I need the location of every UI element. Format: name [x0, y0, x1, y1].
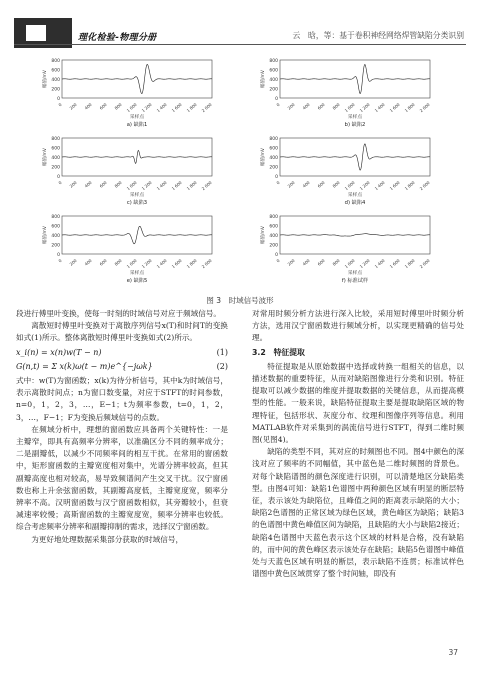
waveform-plot — [40, 58, 230, 136]
x-axis-label: 采样点 — [129, 115, 145, 120]
waveform-panel — [258, 58, 448, 136]
x-tick-label: 1 400 — [155, 101, 168, 114]
y-tick-label: 200 — [269, 243, 278, 249]
x-tick-label: 2 000 — [418, 257, 431, 270]
y-tick-label: 600 — [269, 224, 278, 230]
x-tick-label: 2 000 — [418, 179, 431, 192]
x-tick-label: 600 — [316, 101, 326, 111]
y-tick-label: 800 — [51, 215, 60, 220]
waveform-line — [280, 64, 430, 93]
y-tick-label: 0 — [275, 97, 278, 102]
x-tick-label: 800 — [331, 257, 341, 267]
x-tick-label: 1 000 — [343, 179, 356, 192]
x-tick-label: 1 600 — [170, 257, 183, 270]
waveform-plot — [258, 214, 448, 292]
waveform-line — [62, 64, 212, 93]
x-tick-label: 800 — [331, 179, 341, 189]
x-tick-label: 1 200 — [358, 257, 371, 270]
x-tick-label: 1 000 — [125, 257, 138, 270]
y-tick-label: 600 — [269, 146, 278, 152]
y-tick-label: 200 — [51, 87, 60, 93]
panel-label: e) 缺陷5 — [126, 278, 148, 284]
x-tick-label: 1 000 — [343, 257, 356, 270]
equation-body: x_i(n) = x(n)w(T − n) — [16, 347, 102, 357]
x-tick-label: 1 400 — [373, 101, 386, 114]
x-tick-label: 1 800 — [185, 179, 198, 192]
x-tick-label: 200 — [286, 257, 296, 267]
x-tick-label: 800 — [113, 179, 123, 189]
y-tick-label: 600 — [269, 68, 278, 74]
y-tick-label: 800 — [269, 215, 278, 220]
x-tick-label: 200 — [68, 257, 78, 267]
equation-number: (1) — [216, 347, 228, 357]
x-tick-label: 0 — [275, 101, 281, 108]
x-tick-label: 400 — [301, 257, 311, 267]
x-tick-label: 1 400 — [373, 257, 386, 270]
page-number: 37 — [448, 648, 458, 657]
x-tick-label: 400 — [83, 179, 93, 189]
waveform-panel — [40, 214, 230, 292]
x-tick-label: 600 — [316, 257, 326, 267]
x-tick-label: 400 — [83, 257, 93, 267]
y-tick-label: 400 — [51, 234, 60, 239]
equation — [16, 361, 228, 373]
x-tick-label: 600 — [98, 101, 108, 111]
y-axis-label: 幅值/mV — [43, 226, 48, 244]
y-tick-label: 600 — [51, 146, 60, 152]
paragraph: 离散短时傅里叶变换对于离散序列信号x(T)和时间T的变换如式(1)所示。整体离散短时傅里叶变换如式(2)所示。 — [16, 321, 228, 343]
waveform-line — [62, 150, 212, 163]
x-tick-label: 2 000 — [200, 257, 213, 270]
right-column — [252, 308, 464, 580]
x-tick-label: 200 — [286, 179, 296, 189]
panel-label: f) 标准试样 — [341, 278, 369, 284]
x-tick-label: 1 400 — [373, 179, 386, 192]
equation — [16, 347, 228, 359]
x-tick-label: 1 400 — [155, 257, 168, 270]
waveform-line — [62, 226, 212, 243]
x-tick-label: 200 — [68, 179, 78, 189]
x-tick-label: 0 — [57, 101, 63, 108]
x-tick-label: 1 000 — [125, 179, 138, 192]
x-tick-label: 800 — [113, 257, 123, 267]
paragraph: 缺陷的类型不同，其对应的时频图也不同。图4中颜色的深浅对应了频率的不同幅值，其中蓝色是二维时频图的背景色。对每个缺陷谱图的颜色深度进行识别，可以清楚地区分缺陷类型。由图4可知：缺陷1色谱图中两种颜色区域有明显的断层特征，表示该处为缺陷位，且峰值之间的距离表示缺陷的大小；缺陷2色谱图的正常区域为绿色区域，黄色峰区为缺陷；缺陷3的色谱图中黄色峰值区间为缺陷，且缺陷的大小与缺陷2接近；缺陷4色谱图中天蓝色表示这个区域的材料是合格，没有缺陷的，而中间的黄色峰区表示该处存在缺陷；缺陷5色谱图中峰值处与天蓝色区域有明显的断层，表示缺陷不连贯；标准试样色谱图中黄色区域贯穿了整个时间轴，即没有 — [252, 447, 464, 579]
left-column — [16, 308, 228, 546]
journal-name: 理化检验-物理分册 — [78, 33, 157, 43]
x-tick-label: 600 — [316, 179, 326, 189]
y-tick-label: 800 — [269, 137, 278, 142]
x-tick-label: 1 800 — [403, 179, 416, 192]
x-tick-label: 1 600 — [388, 101, 401, 114]
x-tick-label: 1 800 — [185, 101, 198, 114]
waveform-panel — [258, 136, 448, 214]
x-tick-label: 1 200 — [140, 179, 153, 192]
y-axis-label: 幅值/mV — [261, 226, 266, 244]
waveform-plot — [40, 136, 230, 214]
waveform-plot — [258, 58, 448, 136]
equation-number: (2) — [216, 361, 228, 371]
y-tick-label: 400 — [269, 156, 278, 161]
x-tick-label: 1 600 — [170, 179, 183, 192]
section-heading: 3.2 特征提取 — [252, 347, 305, 357]
x-tick-label: 0 — [275, 257, 281, 264]
y-tick-label: 600 — [51, 224, 60, 230]
x-tick-label: 1 000 — [125, 101, 138, 114]
x-tick-label: 0 — [275, 179, 281, 186]
panel-label: d) 缺陷4 — [344, 200, 366, 206]
y-tick-label: 200 — [51, 165, 60, 171]
y-tick-label: 400 — [269, 234, 278, 239]
x-axis-label: 采样点 — [347, 271, 363, 276]
panel-label: b) 缺陷2 — [344, 122, 366, 128]
y-tick-label: 400 — [51, 78, 60, 83]
x-tick-label: 0 — [57, 179, 63, 186]
waveform-panel — [258, 214, 448, 292]
y-tick-label: 200 — [269, 87, 278, 93]
y-axis-label: 幅值/mV — [43, 148, 48, 166]
waveform-panel — [40, 58, 230, 136]
x-tick-label: 200 — [68, 101, 78, 111]
x-tick-label: 1 600 — [388, 179, 401, 192]
equation-body: G(n,t) = Σ x(k)ω(t − m)e^{−jωk} — [16, 361, 153, 371]
x-tick-label: 1 200 — [140, 257, 153, 270]
x-tick-label: 1 600 — [388, 257, 401, 270]
x-tick-label: 1 600 — [170, 101, 183, 114]
y-tick-label: 400 — [51, 156, 60, 161]
panel-label: c) 缺陷3 — [126, 200, 148, 206]
y-tick-label: 800 — [51, 59, 60, 64]
x-tick-label: 400 — [301, 179, 311, 189]
y-tick-label: 400 — [269, 78, 278, 83]
y-tick-label: 200 — [269, 165, 278, 171]
x-axis-label: 采样点 — [347, 193, 363, 198]
paragraph: 特征提取是从原始数据中选择或转换一组相关的信息，以描述数据的重要特征，从而对缺陷图像进行分类和识别。特征提取可以减少数据的维度并提取数据的关键信息，从而提高模型的性能。一般来说，缺陷特征提取主要是提取缺陷区域的物理特征，包括形状、灰度分布、纹理和图像序列等信息。利用MATLAB软件对采集到的涡流信号进行STFT，得到二维时频图(见图4)。 — [252, 361, 464, 445]
panel-label: a) 缺陷1 — [126, 122, 148, 128]
x-axis-label: 采样点 — [129, 193, 145, 198]
x-tick-label: 1 800 — [403, 257, 416, 270]
page-header — [0, 0, 480, 52]
x-tick-label: 2 000 — [200, 101, 213, 114]
x-axis-label: 采样点 — [347, 115, 363, 120]
x-tick-label: 1 200 — [358, 101, 371, 114]
y-axis-label: 幅值/mV — [261, 70, 266, 88]
paragraph: 式中：w(T)为窗函数；x(k)为待分析信号，其中k为时域信号，表示离散时间点；n为窗口数变量，对应于STFT的时间参数，n=0，1，2，3，…，E−1；t为频率参数，t=0，1，2，3，…，F−1；F为变换后频域信号的点数。 — [16, 376, 228, 422]
y-tick-label: 800 — [269, 59, 278, 64]
x-tick-label: 1 800 — [185, 257, 198, 270]
y-tick-label: 800 — [51, 137, 60, 142]
x-tick-label: 1 200 — [358, 179, 371, 192]
y-tick-label: 0 — [57, 97, 60, 102]
waveform-panel — [40, 136, 230, 214]
y-tick-label: 0 — [57, 175, 60, 180]
y-tick-label: 0 — [275, 175, 278, 180]
x-tick-label: 800 — [113, 101, 123, 111]
waveform-line — [280, 234, 430, 236]
header-rule — [14, 44, 466, 45]
x-tick-label: 400 — [83, 101, 93, 111]
x-tick-label: 2 000 — [418, 101, 431, 114]
y-tick-label: 0 — [275, 253, 278, 258]
paragraph: 对常用时频分析方法进行深入比较，采用短时傅里叶时频分析方法，选用汉宁窗函数进行频域分析，以实现更精确的信号处理。 — [252, 309, 464, 343]
y-tick-label: 200 — [51, 243, 60, 249]
y-axis-label: 幅值/mV — [43, 70, 48, 88]
x-tick-label: 600 — [98, 257, 108, 267]
paragraph: 在频域分析中，理想的窗函数应具备两个关键特性：一是主瓣窄，即具有高频率分辨率，以准确区分不同的频率成分；二是副瓣低，以减少不同频率间的相互干扰。在常用的窗函数中，矩形窗函数的主瓣宽度相对集中，光谱分辨率较高，但其副瓣高度也相对较高，易导致频谱间产生交叉干扰。汉宁窗函数也称上升余弦窗函数，其副瓣高度低，主瓣宽度宽，频率分辨率不高。汉明窗函数与汉宁窗函数相似，其旁瓣较小，但衰减速率较慢；高斯窗函数的主瓣宽度宽，频率分辨率也较低。综合考虑频率分辨率和副瓣抑制的需求，选择汉宁窗函数。 — [16, 424, 228, 532]
x-tick-label: 1 800 — [403, 101, 416, 114]
waveform-figure — [0, 52, 480, 295]
figure-caption: 图 3 时域信号波形 — [206, 296, 274, 305]
x-tick-label: 1 400 — [155, 179, 168, 192]
x-tick-label: 2 000 — [200, 179, 213, 192]
x-tick-label: 800 — [331, 101, 341, 111]
running-head: 云 晗，等：基于卷积神经网络焊管缺陷分类识别 — [292, 31, 464, 40]
paragraph: 段进行傅里叶变换，使每一时刻的时域信号对应于频域信号。 — [16, 309, 222, 318]
waveform-plot — [258, 136, 448, 214]
y-axis-label: 幅值/mV — [261, 148, 266, 166]
x-tick-label: 1 000 — [343, 101, 356, 114]
x-tick-label: 400 — [301, 101, 311, 111]
x-tick-label: 0 — [57, 257, 63, 264]
waveform-line — [280, 144, 430, 170]
waveform-plot — [40, 214, 230, 292]
x-axis-label: 采样点 — [129, 271, 145, 276]
x-tick-label: 200 — [286, 101, 296, 111]
x-tick-label: 600 — [98, 179, 108, 189]
y-tick-label: 600 — [51, 68, 60, 74]
paragraph: 为更好地处理数据采集部分获取的时域信号， — [31, 534, 184, 544]
y-tick-label: 0 — [57, 253, 60, 258]
x-tick-label: 1 200 — [140, 101, 153, 114]
